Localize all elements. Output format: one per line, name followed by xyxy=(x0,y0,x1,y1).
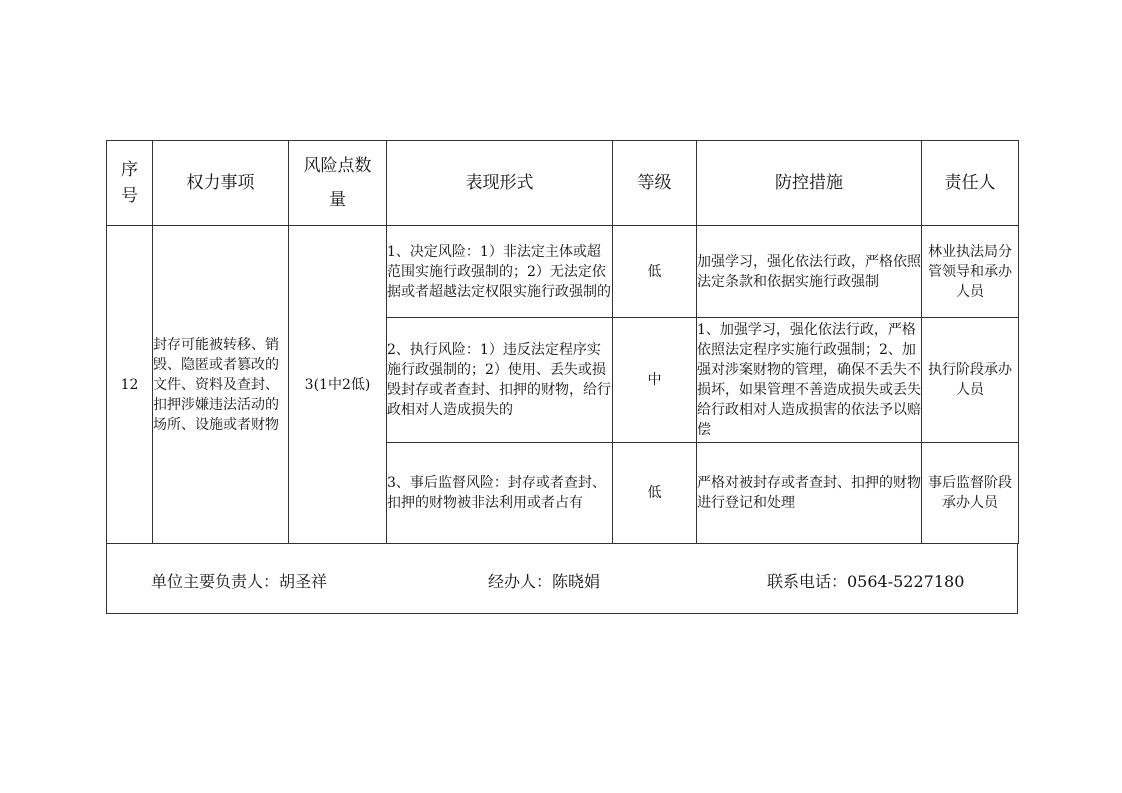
risk-3-form: 3、事后监督风险：封存或者查封、扣押的财物被非法利用或者占有 xyxy=(387,443,613,544)
risk-1-level: 低 xyxy=(613,226,697,318)
handler-label: 经办人：陈晓娟 xyxy=(488,572,601,591)
header-row xyxy=(107,141,1019,226)
table-row xyxy=(107,226,1019,318)
risk-2-level: 中 xyxy=(613,318,697,443)
row-power-item xyxy=(153,226,289,544)
row-risk-count: 3(1中2低) xyxy=(289,226,387,544)
risk-1-form: 1、决定风险：1）非法定主体或超范围实施行政强制的；2）无法定依据或者超越法定权限实施行政强制的 xyxy=(387,226,613,318)
header-measures: 防控措施 xyxy=(697,141,922,226)
risk-2-form: 2、执行风险：1）违反法定程序实施行政强制的；2）使用、丢失或损毁封存或者查封、扣押的财物，给行政相对人造成损失的 xyxy=(387,318,613,443)
header-index-bottom: 号 xyxy=(121,186,138,206)
header-power-item: 权力事项 xyxy=(153,141,289,226)
risk-2-measures: 1、加强学习，强化依法行政，严格依照法定程序实施行政强制；2、加强对涉案财物的管理，确保不丢失不损坏，如果管理不善造成损失或丢失给行政相对人造成损害的依法予以赔偿 xyxy=(697,318,922,443)
header-risk-count-top: 风险点数 xyxy=(303,156,372,176)
header-risk-count xyxy=(289,141,387,226)
risk-table-frame xyxy=(106,140,1018,614)
risk-2-responsible: 执行阶段承办人员 xyxy=(922,318,1019,443)
risk-1-measures: 加强学习，强化依法行政，严格依照法定条款和依据实施行政强制 xyxy=(697,226,922,318)
risk-table xyxy=(106,140,1019,544)
row-power-item-text: 封存可能被转移、销毁、隐匿或者篡改的文件、资料及查封、扣押涉嫌违法活动的场所、设施或者财物 xyxy=(153,336,279,433)
risk-3-measures: 严格对被封存或者查封、扣押的财物进行登记和处理 xyxy=(697,443,922,544)
header-index xyxy=(107,141,153,226)
header-index-top: 序 xyxy=(121,160,138,180)
header-responsible: 责任人 xyxy=(922,141,1019,226)
phone-label: 联系电话：0564-5227180 xyxy=(767,572,965,591)
risk-3-responsible: 事后监督阶段承办人员 xyxy=(922,443,1019,544)
risk-3-level: 低 xyxy=(613,443,697,544)
unit-head-label: 单位主要负责人：胡圣祥 xyxy=(151,572,328,591)
header-level: 等级 xyxy=(613,141,697,226)
risk-1-responsible: 林业执法局分管领导和承办人员 xyxy=(922,226,1019,318)
header-form: 表现形式 xyxy=(387,141,613,226)
header-risk-count-bottom: 量 xyxy=(329,190,346,210)
signature-footer xyxy=(106,543,1018,614)
row-index: 12 xyxy=(107,226,153,544)
